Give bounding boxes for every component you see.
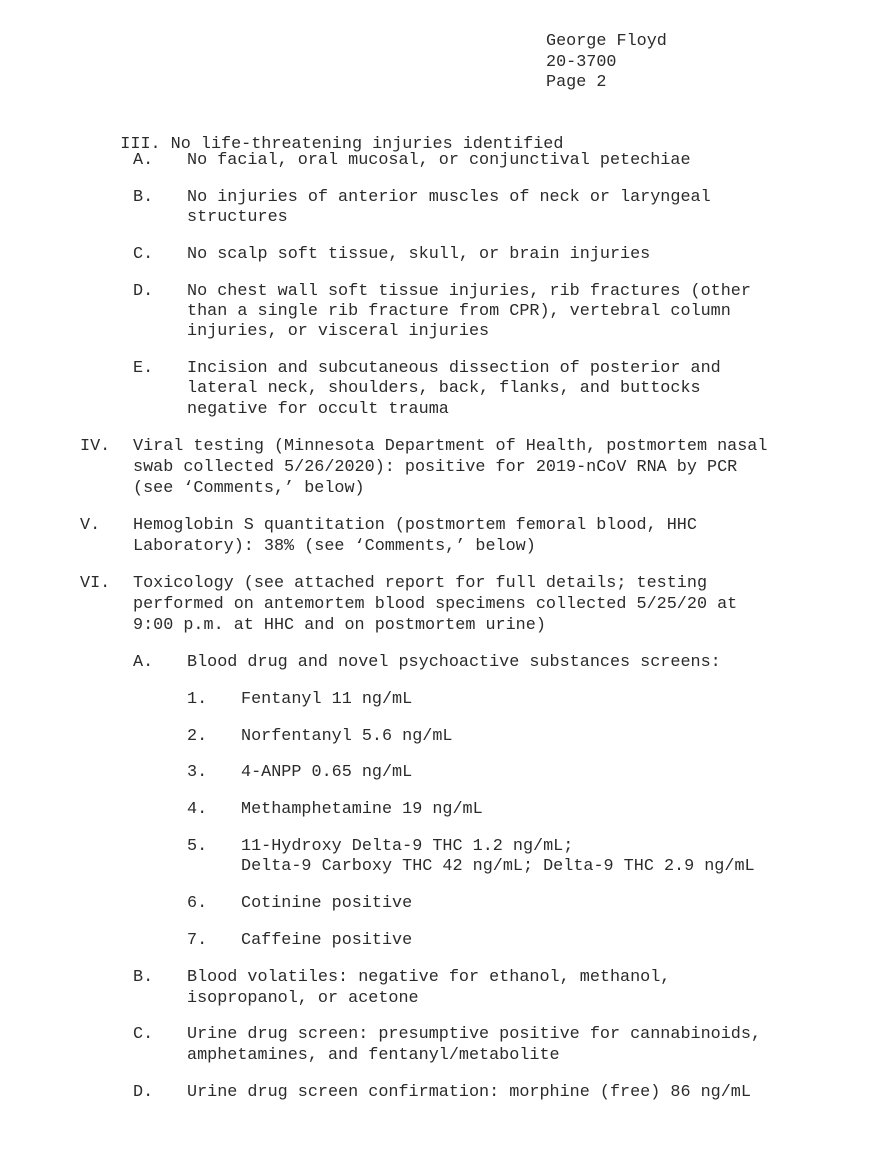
subitem-label: 6. xyxy=(187,894,208,913)
case-number: 20-3700 xyxy=(546,52,617,72)
section-text-line: (see ‘Comments,’ below) xyxy=(133,479,365,498)
section-number: VI. xyxy=(80,574,111,593)
subitem-label: 2. xyxy=(187,727,208,746)
item-text-line: No injuries of anterior muscles of neck or laryngeal xyxy=(187,188,711,207)
subitem-text-line: Cotinine positive xyxy=(241,894,413,913)
subitem-label: 7. xyxy=(187,931,208,950)
subitem-label: 5. xyxy=(187,837,208,856)
section-text-line: Hemoglobin S quantitation (postmortem femoral blood, HHC xyxy=(133,516,697,535)
subitem-label: 1. xyxy=(187,690,208,709)
item-text-line: injuries, or visceral injuries xyxy=(187,322,490,341)
item-text-line: isopropanol, or acetone xyxy=(187,989,419,1008)
item-label: A. xyxy=(133,653,154,672)
section-number: III. xyxy=(120,134,161,154)
section-text-line: Laboratory): 38% (see ‘Comments,’ below) xyxy=(133,537,536,556)
item-text-line: negative for occult trauma xyxy=(187,400,449,419)
item-text-line: Incision and subcutaneous dissection of posterior and xyxy=(187,359,721,378)
section-text-line: Viral testing (Minnesota Department of Health, postmortem nasal xyxy=(133,437,768,456)
subitem-label: 3. xyxy=(187,763,208,782)
subitem-text-line: Caffeine positive xyxy=(241,931,413,950)
section-text-line: performed on antemortem blood specimens collected 5/25/20 at xyxy=(133,595,738,614)
item-text-line: Urine drug screen: presumptive positive for cannabinoids, xyxy=(187,1025,762,1044)
item-text-line: Urine drug screen confirmation: morphine (free) 86 ng/mL xyxy=(187,1083,751,1102)
subitem-text-line: 4-ANPP 0.65 ng/mL xyxy=(241,763,413,782)
subitem-text-line: Fentanyl 11 ng/mL xyxy=(241,690,413,709)
item-text-line: No chest wall soft tissue injuries, rib fractures (other xyxy=(187,282,751,301)
item-text-line: No scalp soft tissue, skull, or brain injuries xyxy=(187,245,651,264)
item-label: E. xyxy=(133,359,154,378)
subitem-label: 4. xyxy=(187,800,208,819)
section-text-line: swab collected 5/26/2020): positive for 2019-nCoV RNA by PCR xyxy=(133,458,738,477)
item-label: A. xyxy=(133,151,154,170)
item-text-line: lateral neck, shoulders, back, flanks, and buttocks xyxy=(187,379,701,398)
subitem-text-line: Norfentanyl 5.6 ng/mL xyxy=(241,727,453,746)
patient-name: George Floyd xyxy=(546,32,667,51)
page-header xyxy=(546,32,667,94)
item-label: B. xyxy=(133,188,154,207)
section-heading: No life-threatening injuries identified xyxy=(170,134,564,154)
subitem-text-line: 11-Hydroxy Delta-9 THC 1.2 ng/mL; xyxy=(241,837,574,856)
item-text-line: structures xyxy=(187,208,288,227)
page-number: Page 2 xyxy=(546,73,607,92)
item-text-line: amphetamines, and fentanyl/metabolite xyxy=(187,1046,560,1065)
section-number: V. xyxy=(80,516,101,535)
item-text-line: Blood volatiles: negative for ethanol, methanol, xyxy=(187,968,671,987)
item-text-line: No facial, oral mucosal, or conjunctival petechiae xyxy=(187,151,691,170)
item-label: D. xyxy=(133,282,154,301)
item-label: C. xyxy=(133,1025,154,1044)
item-label: C. xyxy=(133,245,154,264)
section-text-line: 9:00 p.m. at HHC and on postmortem urine) xyxy=(133,616,546,635)
subitem-text-line: Delta-9 Carboxy THC 42 ng/mL; Delta-9 THC 2.9 ng/mL xyxy=(241,857,755,876)
item-text-line: Blood drug and novel psychoactive substances screens: xyxy=(187,653,721,672)
section-text-line: Toxicology (see attached report for full details; testing xyxy=(133,574,708,593)
item-label: B. xyxy=(133,968,154,987)
section-number: IV. xyxy=(80,437,111,456)
item-label: D. xyxy=(133,1083,154,1102)
subitem-text-line: Methamphetamine 19 ng/mL xyxy=(241,800,483,819)
item-text-line: than a single rib fracture from CPR), vertebral column xyxy=(187,302,731,321)
